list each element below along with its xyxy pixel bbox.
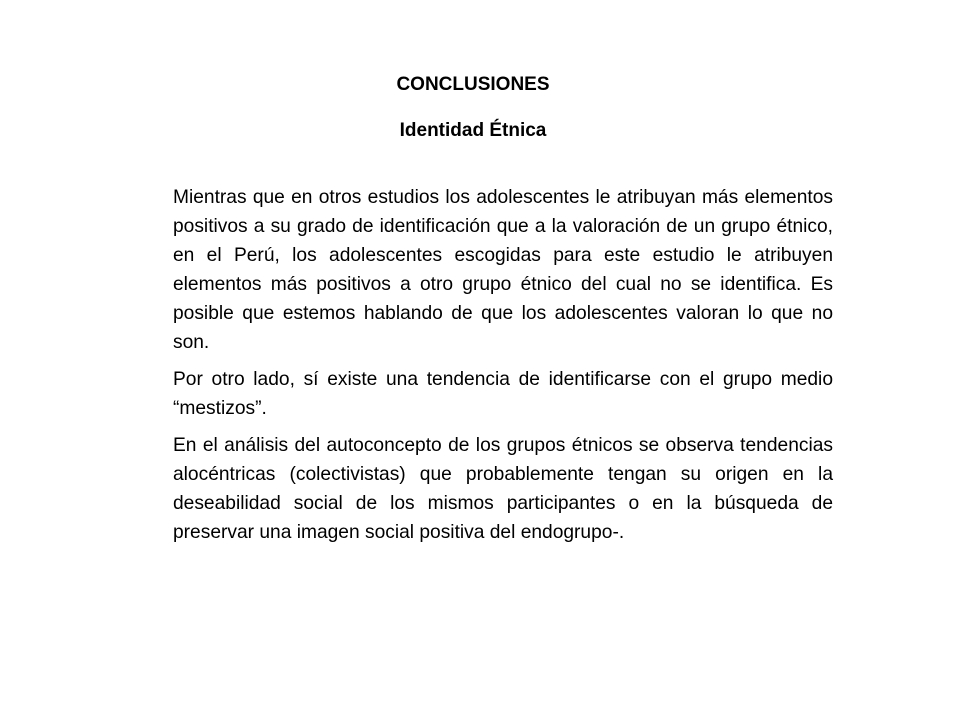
conclusions-body (173, 183, 833, 555)
paragraph: En el análisis del autoconcepto de los grupos étnicos se observa tendencias alocéntricas (colectivistas) que probablemente tengan su origen en la deseabilidad social de los mismos participantes o en la búsqueda de preservar una imagen social positiva del endogrupo-. (173, 435, 833, 543)
paragraph: Por otro lado, sí existe una tendencia de identificarse con el grupo medio “mestizos”. (173, 369, 833, 419)
paragraph: Mientras que en otros estudios los adolescentes le atribuyan más elementos positivos a su grado de identificación que a la valoración de un grupo étnico, en el Perú, los adolescentes escogidas para este estudio le atribuyen elementos más positivos a otro grupo étnico del cual no se identifica. Es posible que estemos hablando de que los adolescentes valoran lo que no son. (173, 187, 833, 353)
slide-title: CONCLUSIONES (396, 74, 550, 95)
slide-subtitle: Identidad Étnica (399, 120, 547, 141)
